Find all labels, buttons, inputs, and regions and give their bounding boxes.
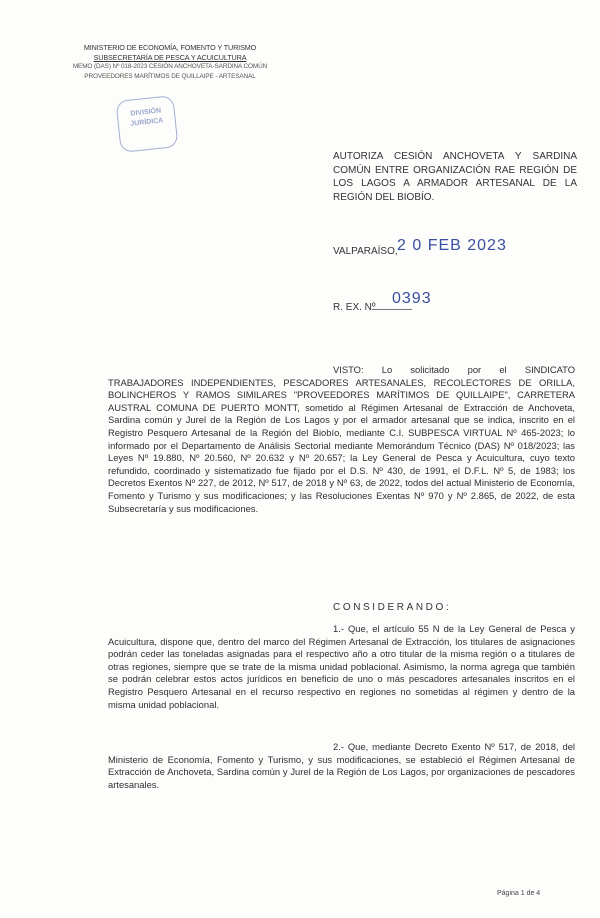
considerando-paragraph-2: 2.- Que, mediante Decreto Exento Nº 517, de 2018, del Ministerio de Economía, Fomento y Turismo, y sus modificaciones, se estableció el Régimen Artesanal de Extracción de Anchoveta, Sardina común y Jurel de la Región de Los Lagos, por organizaciones de pescadores artesanales. [108,741,575,790]
place-label: VALPARAÍSO, [333,246,398,257]
letterhead [60,43,280,81]
division-stamp [115,95,178,153]
subsecretary-name: SUBSECRETARÍA DE PESCA Y ACUICULTURA [93,52,247,62]
considerando-paragraph-1: 1.- Que, el artículo 55 N de la Ley General de Pesca y Acuicultura, dispone que, dentro del marco del Régimen Artesanal de Extracción, los titulares de asignaciones podrán ceder las toneladas asignadas para el respectivo año a otro titular de la misma región o a titulares de otras regiones, siempre que se trate de la misma unidad poblacional. Asimismo, la norma agrega que también se podrán celebrar estos actos jurídicos en beneficio de uno o más pescadores artesanales inscritos en el Registro Pesquero Artesanal en el recurso respectivo en regiones no sometidas al régimen y dentro de la misma unidad poblacional. [108,623,575,710]
page-number: Página 1 de 4 [497,890,541,897]
stamp-line-1: DIVISIÓN [130,107,162,118]
resolution-number: 0393 [392,290,432,307]
ministry-name: MINISTERIO DE ECONOMÍA, FOMENTO Y TURISMO [83,43,257,52]
visto-paragraph: VISTO: Lo solicitado por el SINDICATO TRABAJADORES INDEPENDIENTES, PESCADORES ARTESANALES, RECOLECTORES DE ORILLA, BOLINCHEROS Y RAMOS SIMILARES "PROVEEDORES MARÍTIMOS DE QUILLAIPE", CARRETERA AUSTRAL COMUNA DE PUERTO MONTT, sometido al Régimen Artesanal de Extracción de Anchoveta, Sardina común y Jurel de la Región de Los Lagos y por el armador artesanal que se indica, inscrito en el Registro Pesquero Artesanal de la Región del Biobío, mediante C.I. SUBPESCA VIRTUAL Nº 465-2023; lo informado por el Departamento de Análisis Sectorial mediante Memorándum Técnico (DAS) Nº 018/2023; las Leyes Nº 19.880, Nº 20.560, Nº 20.632 y Nº 20.657; la Ley General de Pesca y Acuicultura, cuyo texto refundido, coordinado y sistematizado fue fijado por el D.S. Nº 430, de 1991, el D.F.L. Nº 5, de 1983; los Decretos Exentos Nº 227, de 2012, Nº 517, de 2018 y Nº 63, de 2022, todos del actual Ministerio de Economía, Fomento y Turismo y sus modificaciones; y las Resoluciones Exentas Nº 970 y Nº 2.865, de 2022, de esta Subsecretaría y sus modificaciones. [108,364,575,514]
memo-reference-line-1: MEMO (DAS) Nº 018-2023 CESIÓN ANCHOVETA-SARDINA COMÚN [72,63,268,70]
resolution-number-underline [372,309,412,310]
resolution-label: R. EX. Nº [333,302,376,313]
resolution-subject: AUTORIZA CESIÓN ANCHOVETA Y SARDINA COMÚN ENTRE ORGANIZACIÓN RAE REGIÓN DE LOS LAGOS A ARMADOR ARTESANAL DE LA REGIÓN DEL BIOBÍO. [333,151,577,203]
date-stamp: 2 0 FEB 2023 [397,237,507,254]
stamp-line-2: JURÍDICA [130,117,164,128]
memo-reference-line-2: PROVEEDORES MARÍTIMOS DE QUILLAIPE - ARTESANAL [84,72,256,80]
considerando-heading: CONSIDERANDO: [333,602,452,613]
